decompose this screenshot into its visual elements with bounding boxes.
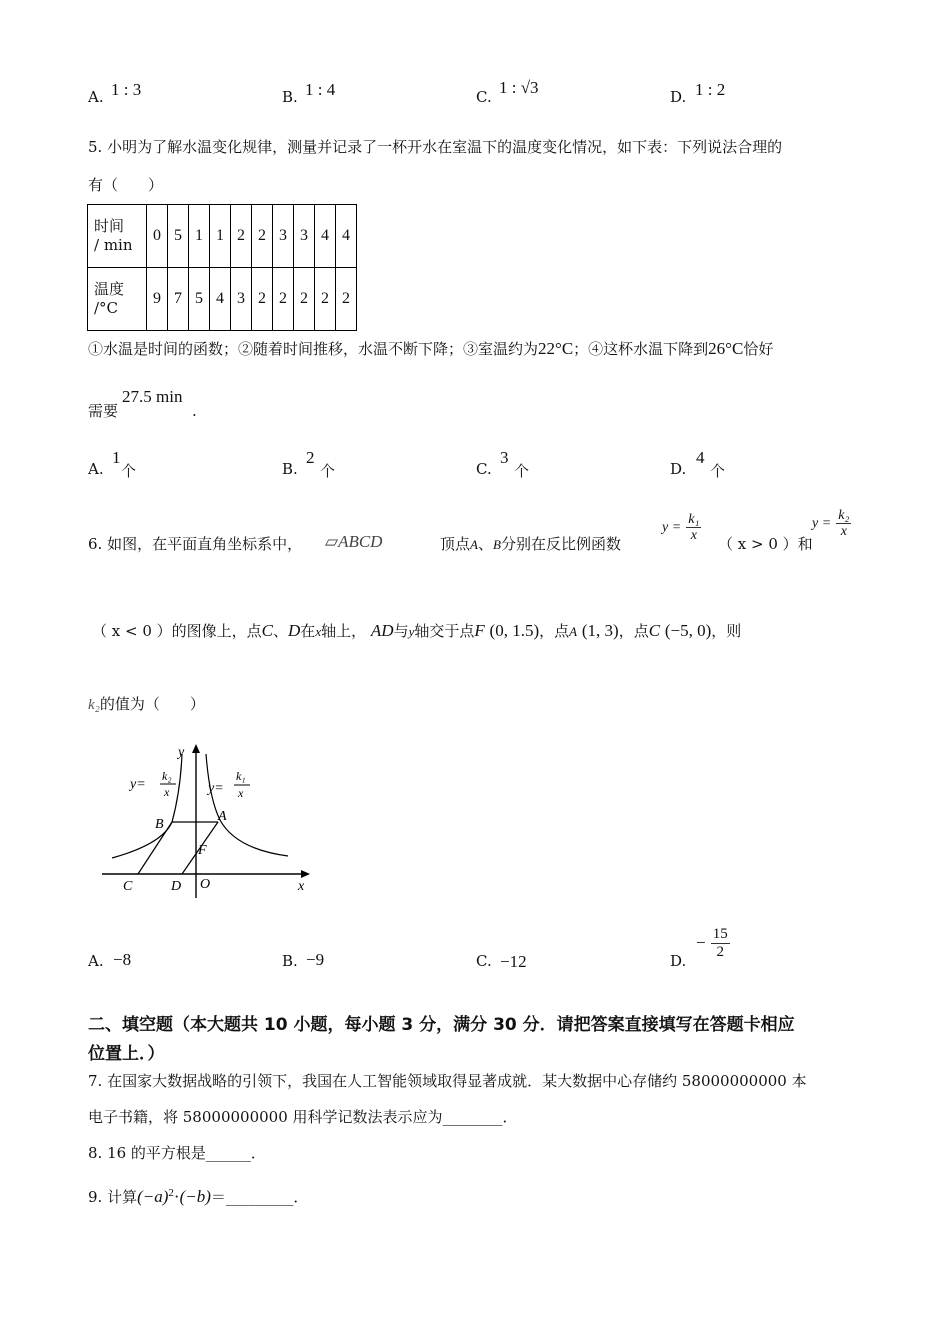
table-cell: 7 (168, 268, 189, 331)
fig-point-d: D (171, 879, 182, 894)
q5-option-c-unit: 个 (514, 462, 530, 480)
table-cell: 2 (336, 268, 357, 331)
q5-option-b-unit: 个 (320, 462, 336, 480)
q5-need-end: . (192, 402, 197, 420)
table-row-temperature (88, 268, 357, 331)
table-cell: 0 (147, 205, 168, 268)
q6-option-c-letter: C. (476, 952, 492, 970)
table-header-temperature: 温度 /°C (88, 268, 147, 331)
q5-option-a-letter: A. (88, 460, 104, 478)
q4-option-a-letter: A. (88, 88, 104, 106)
q8-text: 8. 16 的平方根是______． (88, 1144, 266, 1162)
q5-option-a-num: 1 (112, 448, 121, 467)
q7-line2: 电子书籍，将 58000000000 用科学记数法表示应为________． (88, 1108, 518, 1126)
right-hyperbola (206, 754, 288, 856)
q6-figure (98, 740, 318, 900)
q6-option-d-value: − $\frac{15}{2}$ (696, 926, 728, 960)
q6-parallelogram: ▱ABCD (325, 532, 383, 551)
table-cell: 2 (252, 268, 273, 331)
q6-option-a-value: −8 (113, 950, 132, 969)
q6-stem-part1: 6. 如图，在平面直角坐标系中， (88, 535, 303, 553)
table-cell: 2 (315, 268, 336, 331)
fig-point-b: B (155, 817, 164, 832)
q5-option-b-num: 2 (306, 448, 315, 467)
left-hyperbola (112, 754, 182, 858)
q4-option-d-letter: D. (670, 88, 687, 106)
q5-statements: ①水温是时间的函数；②随着时间推移，水温不断下降；③室温约为22°C；④这杯水温下降到26°C恰好 (88, 339, 774, 358)
table-cell: 1 (189, 205, 210, 268)
y-axis-arrow-icon (192, 744, 200, 753)
table-cell: 4 (210, 268, 231, 331)
q5-option-c-letter: C. (476, 460, 492, 478)
table-cell: 3 (273, 205, 294, 268)
q6-function-2: y = $\frac{\text{k₂}}{x}$ (812, 508, 850, 540)
q4-option-c-value: 1 : √3 (499, 78, 539, 97)
q5-need-label: 需要 (88, 402, 119, 420)
table-cell: 5 (168, 205, 189, 268)
q5-option-d-unit: 个 (710, 462, 726, 480)
fig-right-fn: y= (208, 781, 224, 796)
table-cell: 1 (210, 205, 231, 268)
q5-option-a-unit: 个 (121, 462, 137, 480)
q4-option-b-value: 1 : 4 (305, 80, 336, 99)
q6-option-d-letter: D. (670, 952, 687, 970)
fig-right-den: x (238, 786, 244, 800)
table-cell: 4 (315, 205, 336, 268)
table-cell: 3 (231, 268, 252, 331)
table-row-time (88, 205, 357, 268)
q7-line1: 7. 在国家大数据战略的引领下，我国在人工智能领域取得显著成就．某大数据中心存储约 58000000000 本 (88, 1072, 807, 1090)
q5-option-c-num: 3 (500, 448, 509, 467)
table-cell: 5 (189, 268, 210, 331)
table-cell: 2 (252, 205, 273, 268)
fig-origin: O (200, 877, 211, 892)
q5-option-d-num: 4 (696, 448, 705, 467)
fig-right-num: k₁ (236, 769, 246, 783)
table-header-time: 时间 / min (88, 205, 147, 268)
section-2-title-line1: 二、填空题（本大题共 10 小题，每小题 3 分，满分 30 分．请把答案直接填写在答题卡相应 (88, 1015, 795, 1035)
table-cell: 9 (147, 268, 168, 331)
fig-point-a: A (218, 809, 227, 824)
fig-left-num: k₂ (162, 769, 172, 783)
section-2-title-line2: 位置上．） (88, 1044, 165, 1064)
q6-condition-1: （ x > 0 ）和 (718, 535, 813, 553)
q6-option-b-letter: B. (282, 952, 298, 970)
table-cell: 2 (231, 205, 252, 268)
table-cell: 2 (294, 268, 315, 331)
table-cell: 3 (294, 205, 315, 268)
q5-need-value: 27.5 min (122, 387, 183, 406)
q5-option-b-letter: B. (282, 460, 298, 478)
q6-option-b-value: −9 (306, 950, 325, 969)
q4-option-a-value: 1 : 3 (111, 80, 142, 99)
fig-left-den: x (164, 785, 170, 799)
q6-line2: （ x < 0 ）的图像上，点C、D在x轴上， AD与y轴交于点F (0, 1.5)，点A (1, 3)，点C (−5, 0)，则 (92, 621, 742, 640)
q6-option-c-value: −12 (500, 952, 527, 971)
q6-option-a-letter: A. (88, 952, 104, 970)
q5-option-d-letter: D. (670, 460, 687, 478)
fig-x-label: x (298, 879, 305, 894)
q6-stem-part2: 顶点A、B分别在反比例函数 (440, 535, 621, 553)
table-cell: 2 (273, 268, 294, 331)
fig-point-c: C (123, 879, 133, 894)
fig-left-fn: y= (130, 777, 146, 792)
q6-line3: k₂的值为（ ） (88, 695, 205, 713)
q4-option-b-letter: B. (282, 88, 298, 106)
q6-function-1: y = $\frac{\text{k₁}}{x}$ (662, 512, 700, 544)
q4-option-d-value: 1 : 2 (695, 80, 726, 99)
x-axis-arrow-icon (301, 870, 310, 878)
fig-y-label: y (178, 745, 185, 760)
temperature-table (87, 204, 357, 331)
q5-stem-line2: 有（ ） (88, 176, 164, 194)
fig-point-f: F (198, 843, 207, 858)
q5-stem-line1: 5. 小明为了解水温变化规律，测量并记录了一杯开水在室温下的温度变化情况，如下表：下列说法合理的 (88, 138, 783, 156)
q9-line: 9. 计算$(-a)^2\cdot(-b)=\_\_\_\_\_\_\_\_\_$． (88, 1187, 309, 1206)
table-cell: 4 (336, 205, 357, 268)
q4-option-c-letter: C. (476, 88, 492, 106)
